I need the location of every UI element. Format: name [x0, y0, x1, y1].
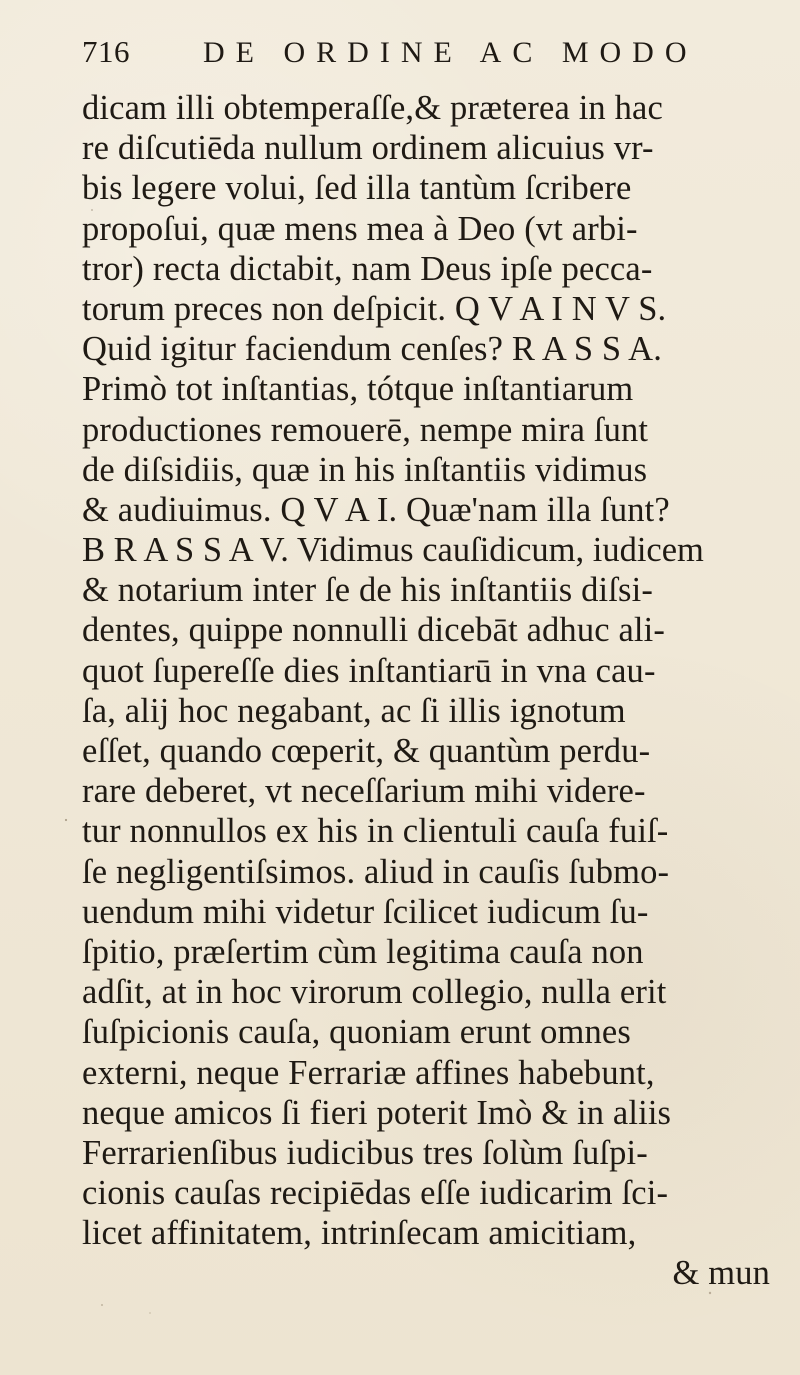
- text-line-29: licet affinitatem, intrinſecam amicitiam,: [82, 1214, 637, 1253]
- text-line-10: de diſsidiis, quæ in his inſtantiis vidimus: [82, 450, 648, 489]
- text-line-2: re diſcutiēda nullum ordinem alicuius vr-: [82, 129, 654, 168]
- text-line-12: B R A S S A V. Vidimus cauſidicum, iudicem: [82, 531, 704, 570]
- text-line-6: torum preces non deſpicit. Q V A I N V S.: [82, 289, 667, 328]
- text-line-7: Quid igitur faciendum cenſes? R A S S A.: [82, 330, 662, 369]
- text-line-11: & audiuimus. Q V A I. Quæ'nam illa ſunt?: [82, 490, 670, 529]
- text-line-21: uendum mihi videtur ſcilicet iudicum ſu-: [82, 892, 649, 931]
- text-line-18: rare deberet, vt neceſſarium mihi videre-: [82, 772, 646, 811]
- text-line-15: quot ſupereſſe dies inſtantiarū in vna cau-: [82, 651, 656, 690]
- text-line-22: ſpitio, præſertim cùm legitima cauſa non: [82, 932, 644, 971]
- paper-speck: [149, 1312, 151, 1314]
- page-header: [82, 36, 764, 80]
- text-line-20: ſe negligentiſsimos. aliud in cauſis ſubmo-: [82, 852, 670, 891]
- text-line-13: & notarium inter ſe de his inſtantiis diſsi-: [82, 571, 653, 610]
- text-line-16: ſa, alij hoc negabant, ac ſi illis ignotum: [82, 691, 626, 730]
- text-line-19: tur nonnullos ex his in clientuli cauſa fuiſ-: [82, 812, 669, 851]
- text-line-9: productiones remouerē, nempe mira ſunt: [82, 410, 649, 449]
- text-line-28: cionis cauſas recipiēdas eſſe iudicarim ſci-: [82, 1174, 669, 1213]
- text-line-8: Primò tot inſtantias, tótque inſtantiarum: [82, 370, 634, 409]
- text-line-24: ſuſpicionis cauſa, quoniam erunt omnes: [82, 1013, 631, 1052]
- paper-speck: [65, 819, 67, 821]
- page-number: 716: [82, 34, 130, 69]
- body-text: [82, 88, 772, 1294]
- text-line-23: adſit, at in hoc virorum collegio, nulla erit: [82, 973, 667, 1012]
- catchword-line: & mun: [672, 1254, 770, 1293]
- text-line-27: Ferrarienſibus iudicibus tres ſolùm ſuſpi-: [82, 1133, 648, 1172]
- text-line-3: bis legere volui, ſed illa tantùm ſcribere: [82, 169, 632, 208]
- text-line-25: externi, neque Ferrariæ affines habebunt,: [82, 1053, 655, 1092]
- paper-speck: [101, 1304, 103, 1306]
- text-line-5: tror) recta dictabit, nam Deus ipſe pecca-: [82, 249, 653, 288]
- text-line-14: dentes, quippe nonnulli dicebāt adhuc ali-: [82, 611, 666, 650]
- text-line-17: eſſet, quando cœperit, & quantùm perdu-: [82, 732, 651, 770]
- text-line-1: dicam illi obtemperaſſe,& præterea in hac: [82, 89, 663, 127]
- text-line-4: propoſui, quæ mens mea à Deo (vt arbi-: [82, 209, 638, 248]
- text-line-26: neque amicos ſi fieri poterit Imò & in aliis: [82, 1093, 672, 1132]
- running-head: DE ORDINE AC MODO: [203, 36, 698, 69]
